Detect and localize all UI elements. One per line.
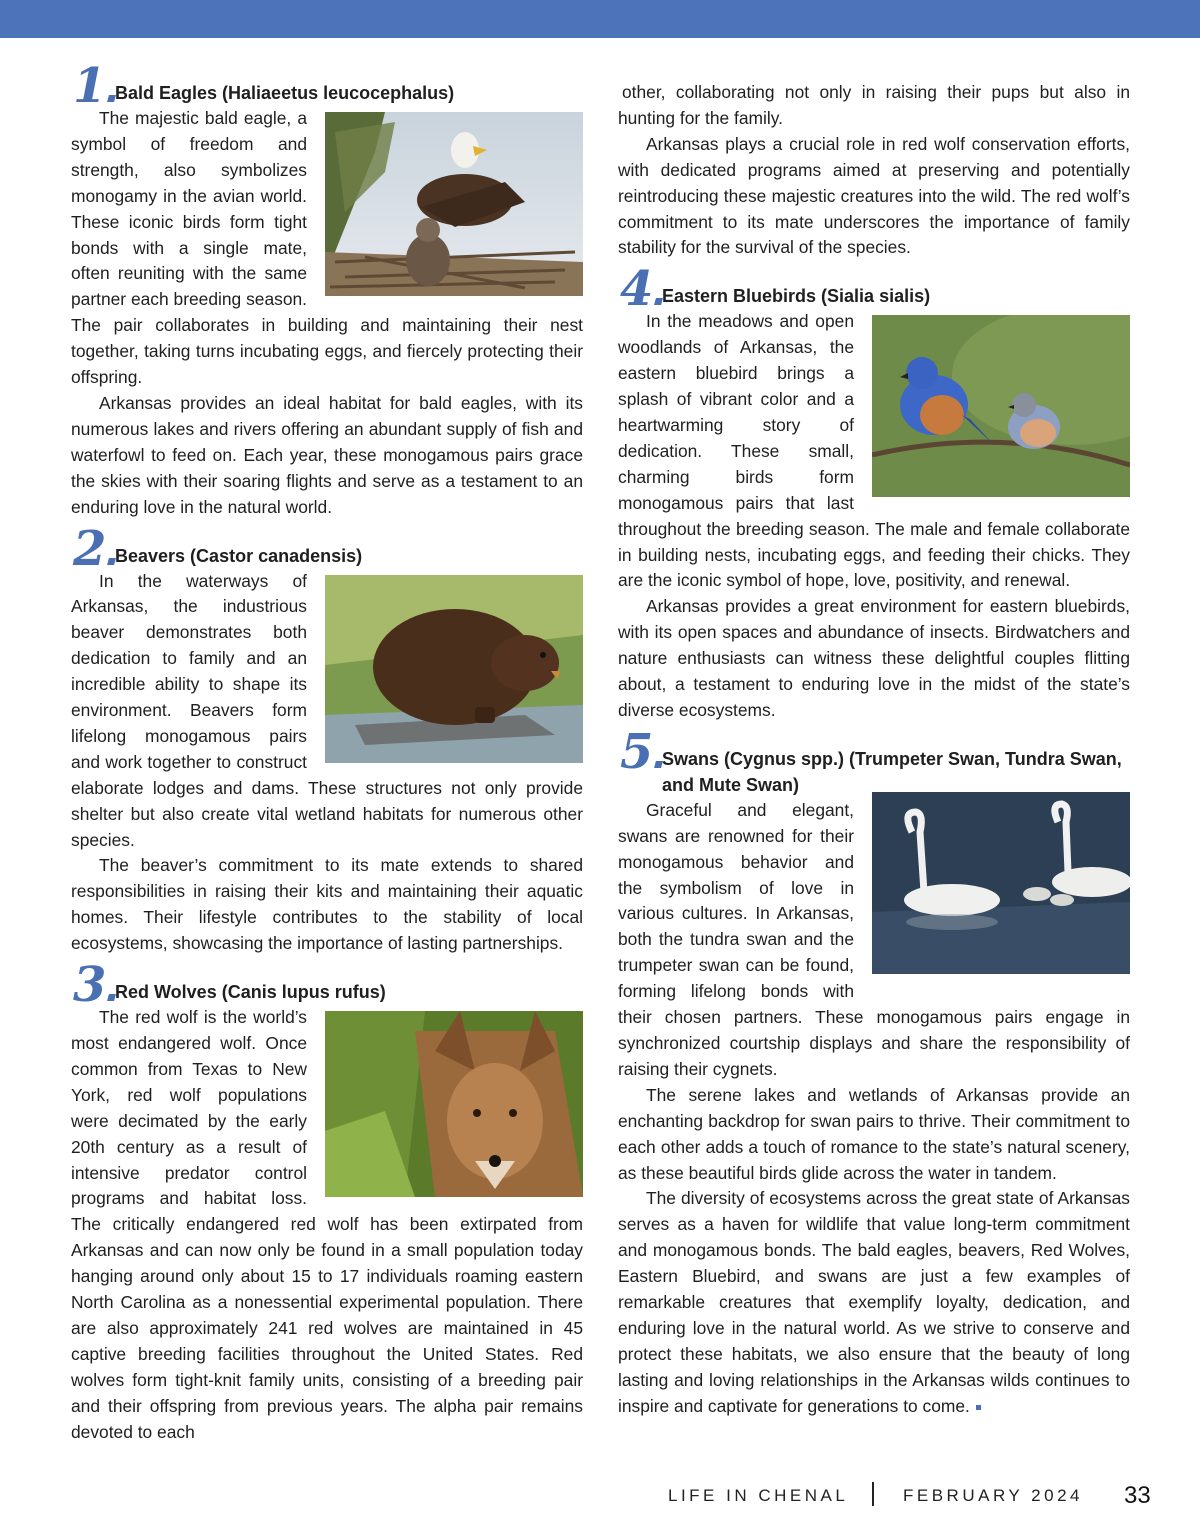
section-number: 2 bbox=[73, 520, 107, 577]
section-beavers bbox=[71, 520, 583, 958]
red-wolf-photo bbox=[325, 1011, 583, 1197]
end-of-article-mark bbox=[976, 1405, 981, 1410]
section-number: 5 bbox=[620, 723, 654, 780]
section-number: 1 bbox=[73, 58, 107, 114]
paragraph: Arkansas plays a crucial role in red wolf conservation efforts, with dedicated programs aimed at preserving and potentially reintroducing these majestic creatures into the wild. The red wolf’s commitment to its mate underscores the importance of family stability for the survival of the species. bbox=[618, 133, 1130, 258]
paragraph: In the waterways of Arkansas, the industrious beaver demonstrates both dedication to family and an incredible ability to shape its environment. Beavers form lifelong monogamous pairs and work together to construct elaborate lodges and dams. These structures not only provide shelter but also create vital wetland habitats for numerous other species. bbox=[71, 570, 583, 850]
section-heading bbox=[71, 58, 583, 114]
section-heading bbox=[71, 520, 583, 577]
left-column bbox=[71, 58, 583, 1446]
paragraph: The serene lakes and wetlands of Arkansas provide an enchanting backdrop for swan pairs to thrive. Their commitment to each other adds a touch of romance to the state’s natural scenery, as these beautiful birds glide across the water in tandem. bbox=[618, 1084, 1130, 1183]
section-number: 3 bbox=[73, 957, 107, 1014]
beaver-photo bbox=[325, 575, 583, 763]
footer-divider bbox=[872, 1482, 874, 1506]
section-red-wolves bbox=[71, 957, 583, 1445]
top-color-bar bbox=[0, 0, 1200, 38]
section-number: 4 bbox=[620, 261, 654, 318]
section-swans bbox=[618, 723, 1130, 1420]
paragraph: The red wolf is the world’s most endangered wolf. Once common from Texas to New York, red wolf populations were decimated by the early 20th century as a result of intensive predator control programs and habitat loss. The critically endangered red wolf has been extirpated from Arkansas and can now only be found in a small population today hanging around only about 15 to 17 individuals roaming eastern North Carolina as a nonessential experimental population. There are also approximately 241 red wolves are maintained in 45 captive breeding facilities throughout the United States. Red wolves form tight-knit family units, consisting of a breeding pair and their offspring from previous years. The alpha pair remains devoted to each bbox=[71, 1007, 583, 1442]
section-title: Swans (Cygnus spp.) (Trumpeter Swan, Tundra Swan, and Mute Swan) bbox=[662, 748, 1122, 795]
section-title: Bald Eagles (Haliaeetus leucocephalus) bbox=[115, 83, 455, 103]
swans-photo bbox=[872, 792, 1130, 974]
page-number: 33 bbox=[1124, 1482, 1151, 1509]
magazine-name: LIFE IN CHENAL bbox=[668, 1486, 849, 1505]
section-heading bbox=[618, 723, 1130, 798]
paragraph: In the meadows and open woodlands of Arkansas, the eastern bluebird brings a splash of vibrant color and a heartwarming story of dedication. These small, charming birds form monogamous pairs that last throughout the breeding season. The male and female collaborate in building nests, incubating eggs, and feeding their chicks. They are the iconic symbol of hope, love, positivity, and renewal. bbox=[618, 311, 1130, 591]
eastern-bluebirds-photo bbox=[872, 315, 1130, 497]
section-title: Red Wolves (Canis lupus rufus) bbox=[115, 982, 386, 1003]
section-heading bbox=[71, 957, 583, 1014]
paragraph: Graceful and elegant, swans are renowned for their monogamous behavior and the symbolism of love in various cultures. In Arkansas, both the tundra swan and the trumpeter swan can be found, forming lifelong bonds with their chosen partners. These monogamous pairs engage in synchronized courtship displays and share the responsibility of raising their cygnets. bbox=[618, 799, 1130, 1079]
section-eastern-bluebirds bbox=[618, 261, 1130, 724]
right-column bbox=[618, 80, 1130, 1420]
section-bald-eagles bbox=[71, 58, 583, 521]
paragraph: Arkansas provides an ideal habitat for bald eagles, with its numerous lakes and rivers offering an abundant supply of fish and waterfowl to feed on. Each year, these monogamous pairs grace the skies with their soaring flights and serve as a testament to an enduring love in the natural world. bbox=[71, 392, 583, 517]
issue-date: FEBRUARY 2024 bbox=[903, 1486, 1083, 1505]
paragraph-continuation: other, collaborating not only in raising their pups but also in hunting for the family. bbox=[618, 82, 1130, 128]
section-heading bbox=[618, 261, 1130, 318]
bald-eagle-photo bbox=[325, 112, 583, 296]
paragraph: The majestic bald eagle, a symbol of freedom and strength, also symbolizes monogamy in the avian world. These iconic birds form tight bonds with a single mate, often reuniting with the same partner each breeding season. The pair collaborates in building and maintaining their nest together, taking turns incubating eggs, and fiercely protecting their offspring. bbox=[71, 108, 583, 388]
paragraph: The beaver’s commitment to its mate extends to shared responsibilities in raising their kits and maintaining their aquatic homes. Their lifestyle contributes to the stability of local ecosystems, showcasing the importance of lasting partnerships. bbox=[71, 855, 583, 954]
section-title: Beavers (Castor canadensis) bbox=[115, 545, 363, 566]
paragraph: Arkansas provides a great environment for eastern bluebirds, with its open spaces and abundance of insects. Birdwatchers and nature enthusiasts can witness these delightful couples flitting about, a testament to enduring love in the midst of the state’s diverse ecosystems. bbox=[618, 596, 1130, 720]
section-title: Eastern Bluebirds (Sialia sialis) bbox=[662, 286, 931, 307]
paragraph: The diversity of ecosystems across the great state of Arkansas serves as a haven for wildlife that value long-term commitment and monogamous bonds. The bald eagles, beavers, Red Wolves, Eastern Bluebird, and swans are just a few examples of remarkable creatures that exemplify loyalty, dedication, and enduring love in the natural world. As we strive to conserve and protect these habitats, we also ensure that the beauty of long lasting and loving relationships in the Arkansas wilds continues to inspire and captivate for generations to come. bbox=[618, 1188, 1130, 1416]
page-footer bbox=[0, 1480, 1200, 1514]
